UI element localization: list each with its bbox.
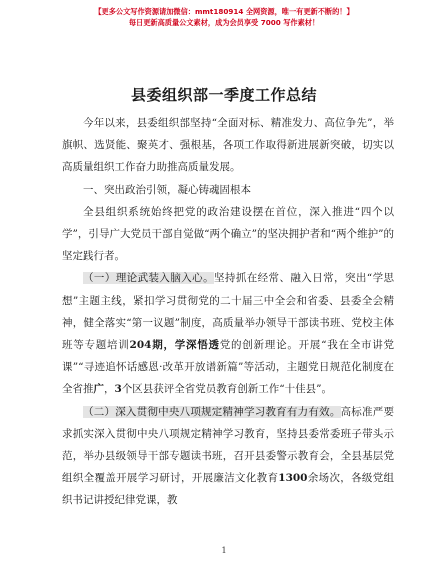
subsection-1-text-e: 个区县获评全省党员教育创新工作“十佳县”。	[121, 383, 333, 396]
intro-paragraph: 今年以来，县委组织部坚持“全面对标、精准发力、高位争先”，举旗帜、选贤能、聚英才、强根基，各项工作取得新进展新突破，切实以高质量组织工作奋力助推高质量发展。	[62, 117, 394, 174]
page-number: 1	[221, 546, 227, 555]
document-title: 县委组织部一季度工作总结	[130, 86, 317, 104]
subsection-2-number-a: 1300	[278, 472, 308, 485]
banner-line-2: 每日更新高质量公文素材，成为会员享受 7000 写作素材！	[128, 18, 320, 27]
banner-line-1: 【更多公文写作资源请加微信：mmt180914 全网资源，唯一有更新不断的！】	[94, 7, 354, 16]
subsection-2-text-b: 余场次，各级党组织书记讲授纪律党课，教	[62, 472, 395, 507]
subsection-1-highlight-a: 学深悟透	[174, 339, 220, 352]
section-paragraph: 全县组织系统始终把党的政治建设摆在首位，深入推进“四个以学”，引导广大党员干部自觉做“两个确立”的坚决拥护者和“两个维护”的坚定践行者。	[62, 205, 394, 263]
subsection-1-text-c: 党的创新理论。开展“我在全市讲党课”“寻迹追怀话感恩·改革开放谱新篇”等活动，主题党日规范化制度在全省推	[62, 339, 395, 396]
subsection-1-number-a: 204	[129, 339, 152, 352]
subsection-1-text-d: ，	[104, 383, 115, 396]
subsection-1-text-b: 期，	[151, 339, 175, 352]
subsection-1	[62, 267, 394, 400]
header-banner	[0, 6, 448, 28]
subsection-1-text-a: 坚持抓在经常、融入日常，突出“学思想”主题主线，紧扣学习贯彻党的二十届三中全会和省委、县委全会精神，健全落实“第一议题”制度，高质量举办领导干部读书班、党校主体班等专题培训	[62, 272, 394, 352]
subsection-1-highlight-b: 广	[93, 383, 104, 396]
subsection-2-label: （二）深入贯彻中央八项规定精神学习教育有力有效。	[83, 405, 341, 418]
subsection-2	[62, 401, 394, 512]
document-body	[62, 112, 394, 512]
subsection-1-label: （一）理论武装入脑入心。	[83, 272, 214, 285]
subsection-1-number-b: 3	[114, 383, 122, 396]
section-heading: 一、突出政治引领，凝心铸魂固根本	[83, 183, 251, 196]
subsection-2-text-a: 高标准严要求抓实深入贯彻中央八项规定精神学习教育，坚持县委常委班子带头示范，举办县级领导干部专题读书班，召开县委警示教育会，全县基层党组织全覆盖开展学习研讨，开展廉洁文化教育	[62, 405, 395, 485]
